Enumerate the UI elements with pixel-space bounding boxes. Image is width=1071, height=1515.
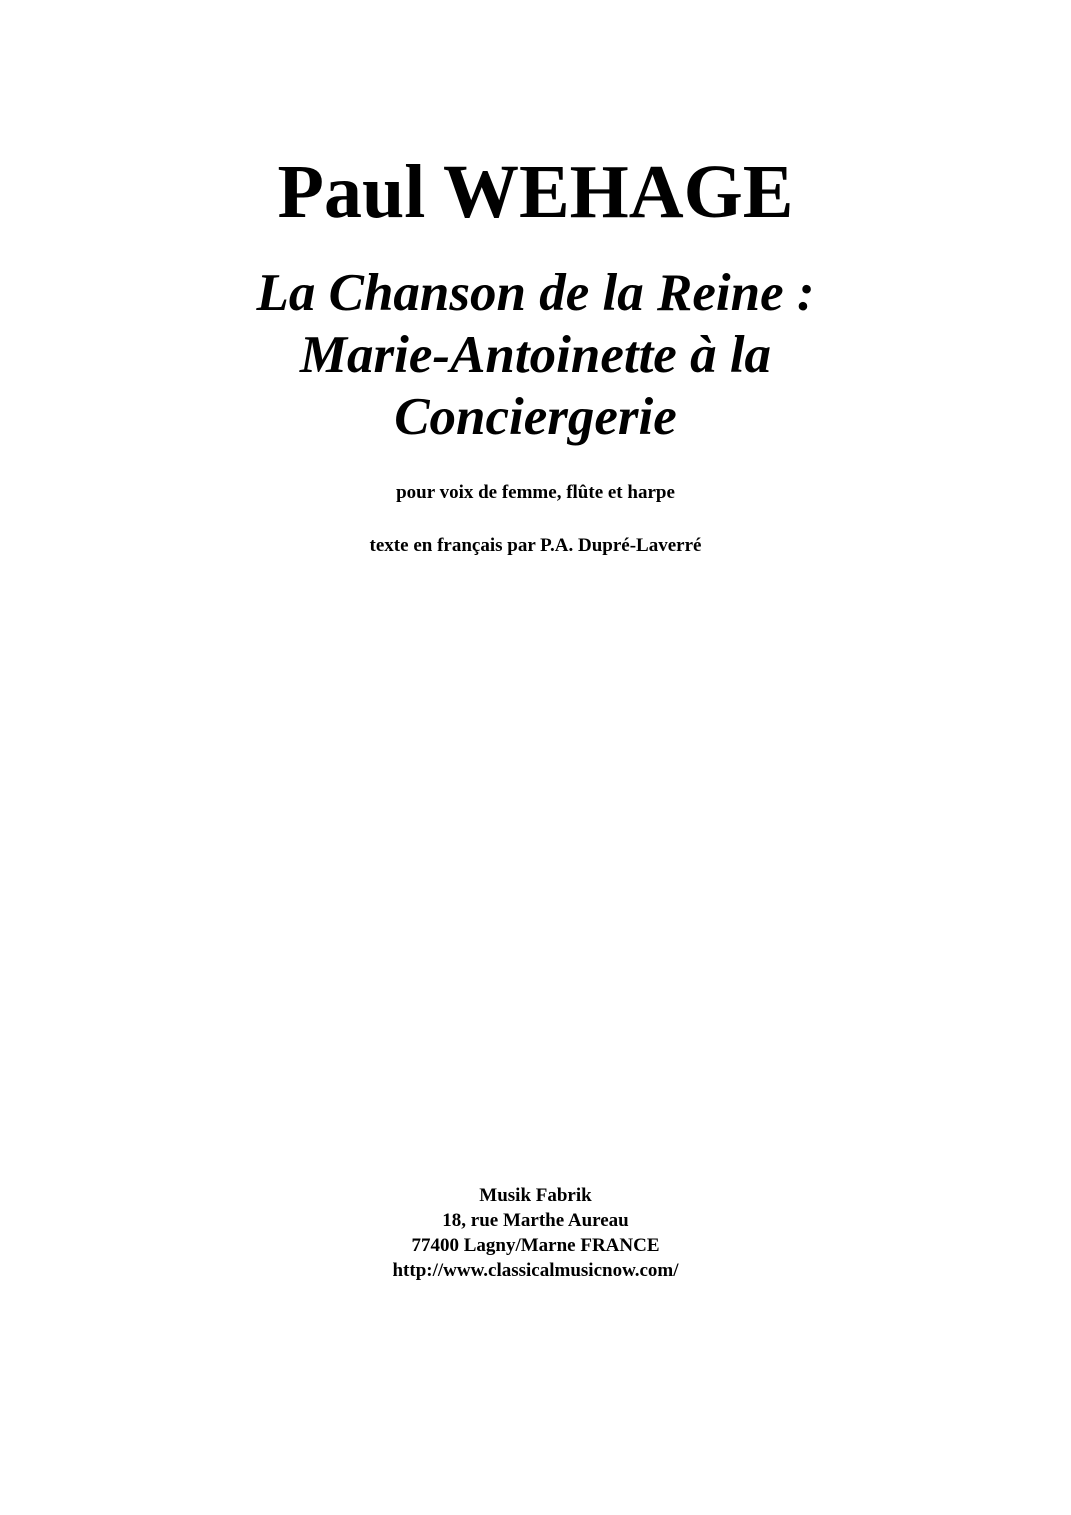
work-title-line-1: La Chanson de la Reine : [256, 264, 815, 322]
work-title-line-3: Conciergerie [394, 388, 677, 446]
publisher-street: 18, rue Marthe Aureau [442, 1210, 629, 1231]
publisher-name: Musik Fabrik [479, 1185, 592, 1206]
instrumentation: pour voix de femme, flûte et harpe [396, 482, 675, 503]
publisher-block [0, 1183, 1071, 1283]
work-title-line-2: Marie-Antoinette à la [299, 326, 772, 384]
publisher-website-link[interactable]: http://www.classicalmusicnow.com/ [392, 1260, 679, 1281]
work-title [0, 262, 1071, 448]
lyricist-credit: texte en français par P.A. Dupré-Laverré [369, 535, 702, 556]
composer-name: Paul WEHAGE [277, 150, 794, 234]
publisher-city: 77400 Lagny/Marne FRANCE [411, 1235, 660, 1256]
